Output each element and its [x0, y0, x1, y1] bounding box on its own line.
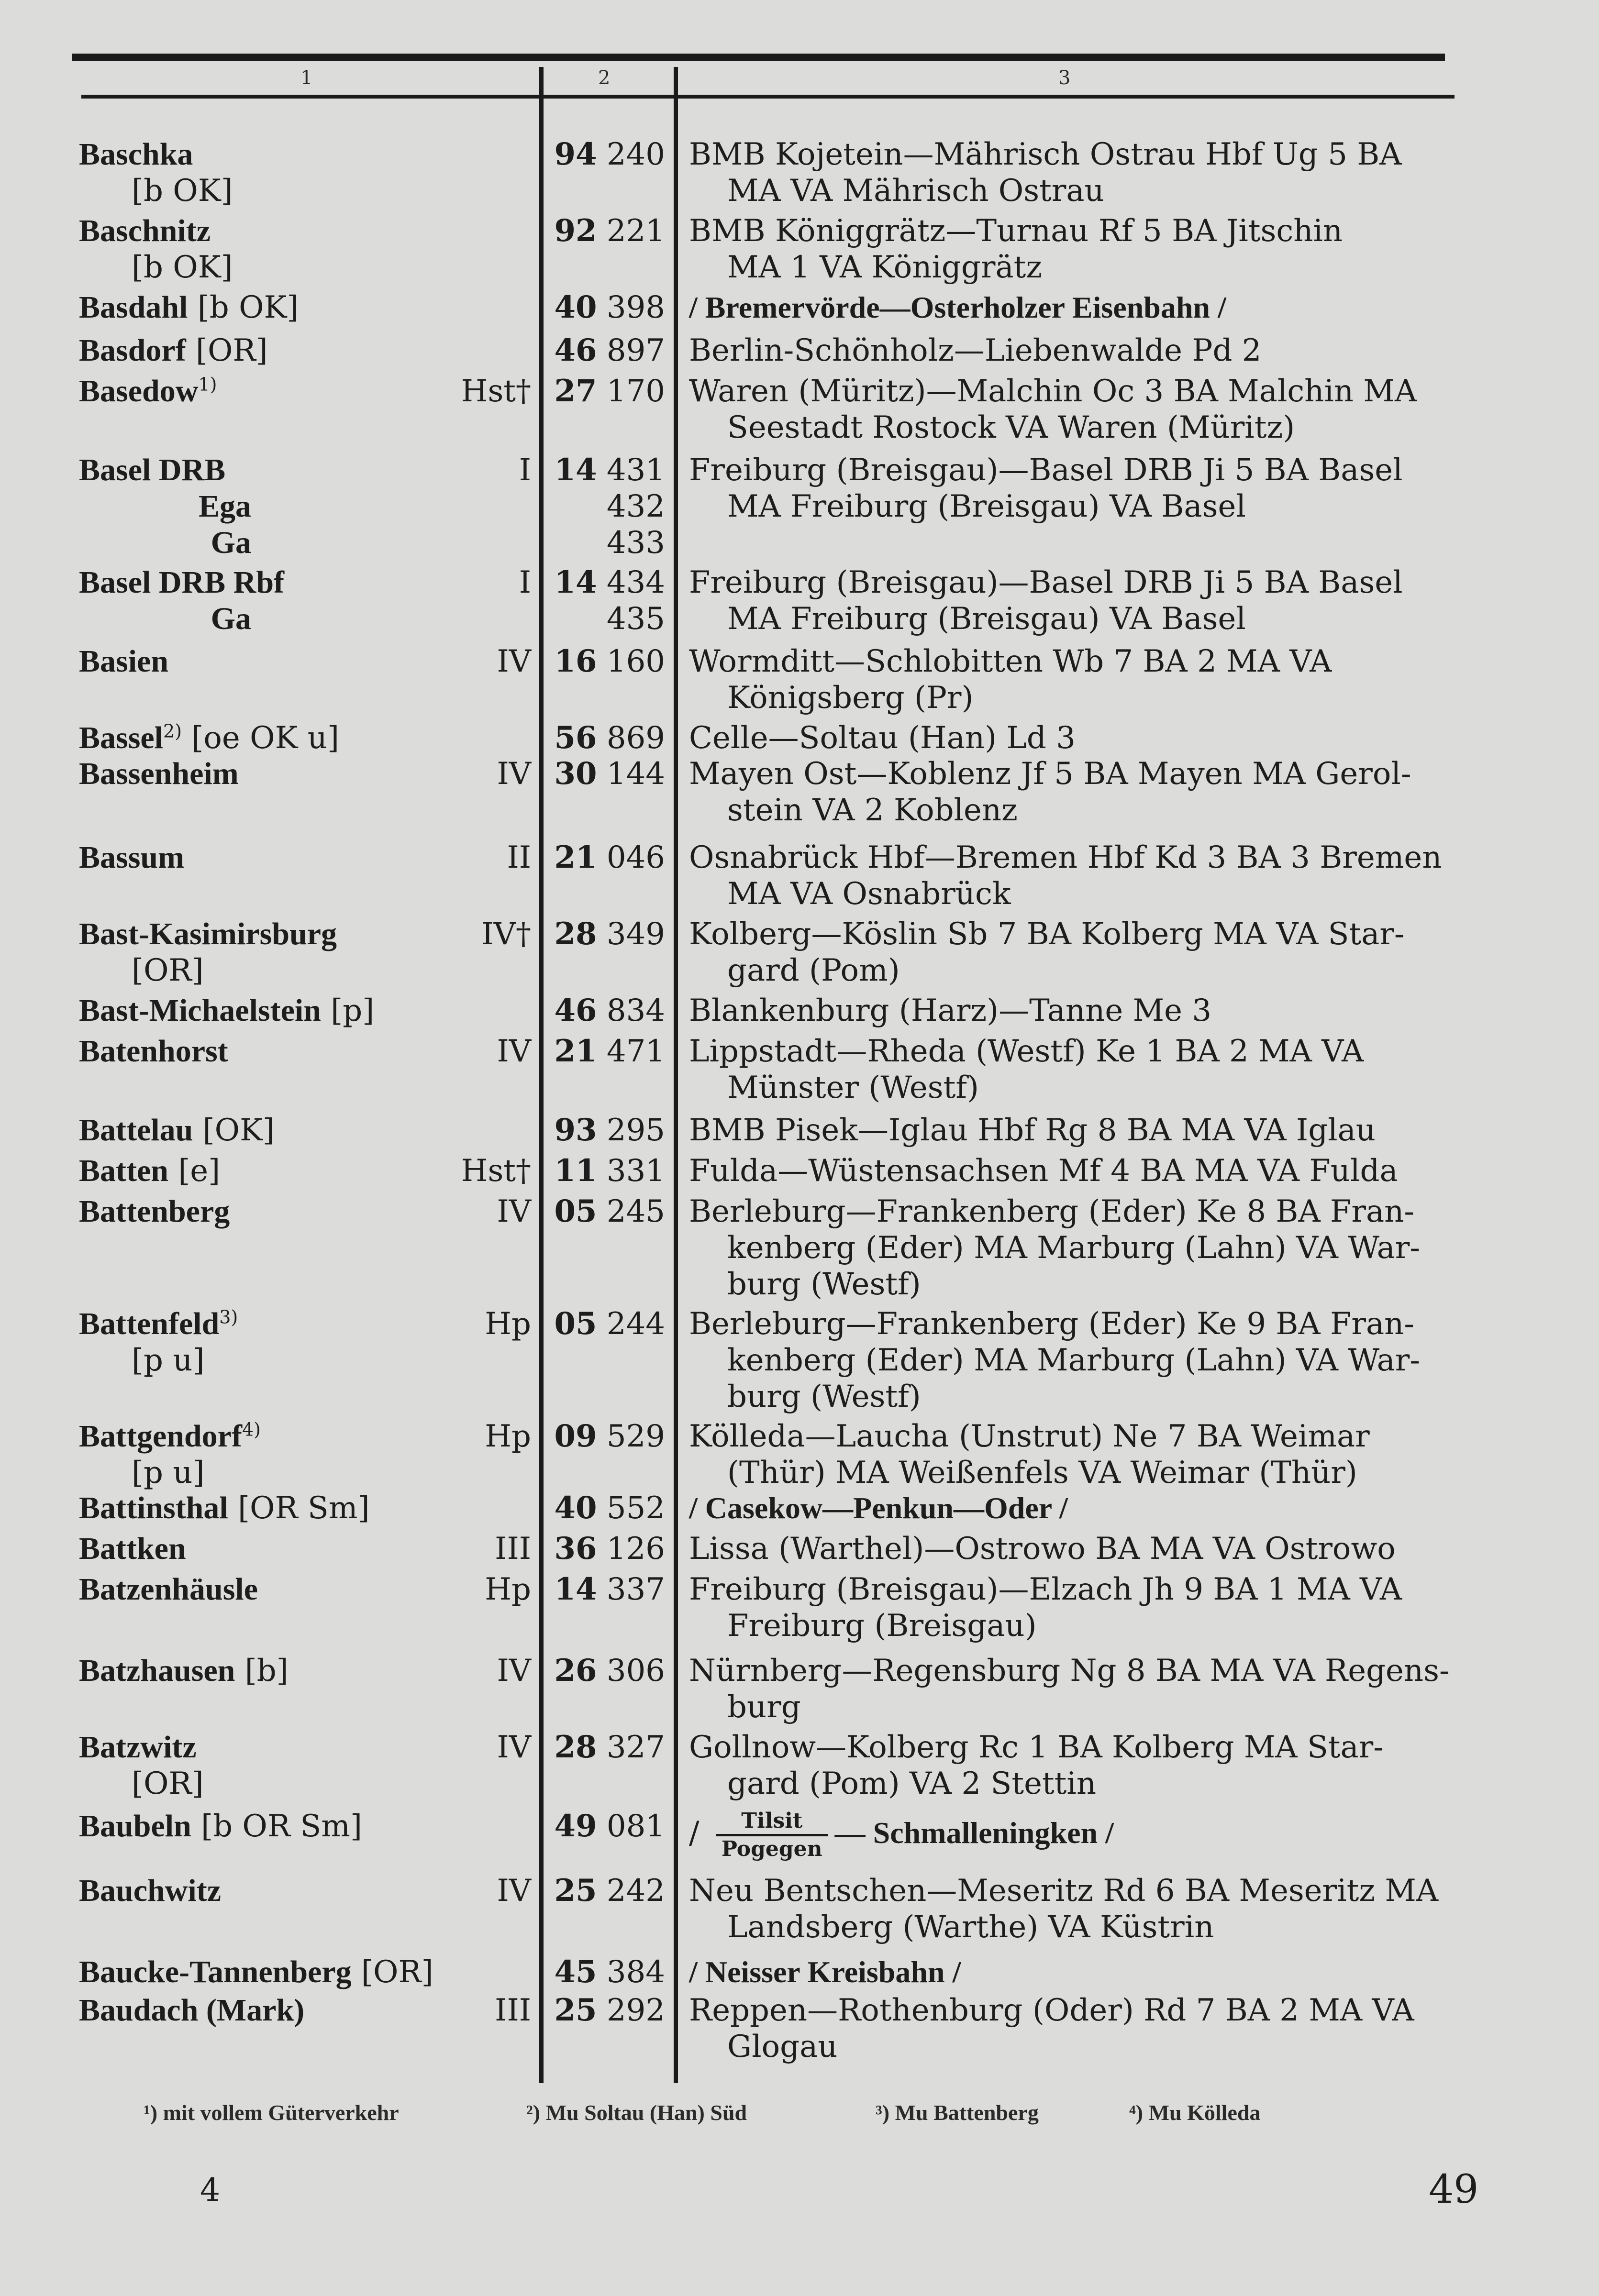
- station-subentry: Ega: [198, 489, 251, 524]
- route-text: Königsberg (Pr): [727, 680, 974, 716]
- station-cell: [79, 1033, 476, 1070]
- station-cell: [79, 1531, 476, 1567]
- footnote-2: ²) Mu Soltau (Han) Süd: [526, 2100, 747, 2125]
- station-cell: [79, 332, 476, 369]
- route-text: Nürnberg—Regensburg Ng 8 BA MA VA Regens-: [689, 1653, 1450, 1689]
- station-cell: [79, 756, 476, 792]
- station-name: Basdahl: [79, 290, 188, 325]
- station-number-extra: 433: [606, 525, 665, 561]
- station-name: Batzhausen: [79, 1653, 235, 1688]
- route-text: Fulda—Wüstensachsen Mf 4 BA MA VA Fulda: [689, 1153, 1398, 1189]
- route-text: Mayen Ost—Koblenz Jf 5 BA Mayen MA Gerol-: [689, 756, 1411, 792]
- signature-mark: 4: [200, 2172, 220, 2208]
- station-cell: [79, 1306, 476, 1379]
- station-number: 46 897: [554, 332, 665, 368]
- station-cell: [79, 1954, 476, 1990]
- route-cell: [689, 993, 1464, 1029]
- route-text: Kölleda—Laucha (Unstrut) Ne 7 BA Weimar: [689, 1419, 1370, 1454]
- route-text: Freiburg (Breisgau)—Basel DRB Ji 5 BA Basel: [689, 453, 1403, 488]
- route-text: Osnabrück Hbf—Bremen Hbf Kd 3 BA 3 Bremen: [689, 840, 1442, 875]
- station-number: 30 144: [554, 756, 665, 792]
- station-name: Battelau: [79, 1113, 193, 1148]
- route-text: / Neisser Kreisbahn /: [689, 1955, 961, 1989]
- station-number: 21 471: [554, 1033, 665, 1069]
- station-tag: [OR]: [132, 1766, 204, 1801]
- route-text: kenberg (Eder) MA Marburg (Lahn) VA War-: [727, 1343, 1420, 1378]
- station-tag: [OR]: [132, 953, 204, 988]
- route-cell: [689, 1306, 1464, 1415]
- station-name: Battinsthal: [79, 1490, 228, 1525]
- station-cell: [79, 1873, 476, 1909]
- station-class: I: [519, 565, 531, 600]
- station-name: Bauchwitz: [79, 1873, 221, 1908]
- station-number: 14 431 432 433: [550, 452, 665, 561]
- station-name: Baschka: [79, 137, 193, 172]
- station-name: Battken: [79, 1531, 186, 1566]
- station-tag: [p]: [331, 993, 375, 1028]
- route-text: kenberg (Eder) MA Marburg (Lahn) VA War-: [727, 1230, 1420, 1266]
- route-cell: [689, 289, 1464, 326]
- route-text: Freiburg (Breisgau)—Basel DRB Ji 5 BA Basel: [689, 565, 1403, 600]
- station-number: 40 552: [554, 1490, 665, 1526]
- station-name: Battgendorf: [79, 1419, 242, 1454]
- route-text: Lissa (Warthel)—Ostrowo BA MA VA Ostrowo: [689, 1531, 1396, 1567]
- route-text: Glogau: [727, 2029, 838, 2064]
- page-number: 49: [1429, 2167, 1479, 2212]
- route-cell: [689, 1418, 1464, 1491]
- station-class: IV: [497, 644, 531, 679]
- station-class: IV: [497, 1653, 531, 1689]
- station-tag: [oe OK u]: [191, 720, 339, 756]
- column-divider-2: [674, 67, 678, 2083]
- route-cell: [689, 1992, 1464, 2065]
- station-tag: [OK]: [202, 1113, 275, 1148]
- station-number: 25 242: [554, 1873, 665, 1909]
- station-name: Basel DRB Rbf: [79, 565, 285, 600]
- route-cell: [689, 643, 1464, 716]
- route-cell: [689, 373, 1464, 446]
- route-text: burg (Westf): [727, 1379, 921, 1414]
- route-text: MA VA Mährisch Ostrau: [727, 173, 1104, 209]
- station-cell: [79, 643, 476, 680]
- route-text: Gollnow—Kolberg Rc 1 BA Kolberg MA Star-: [689, 1730, 1384, 1765]
- station-name: Bassum: [79, 840, 185, 875]
- station-name: Batzenhäusle: [79, 1572, 258, 1607]
- station-name: Basien: [79, 644, 169, 679]
- route-text: / Bremervörde—Osterholzer Eisenbahn /: [689, 290, 1226, 324]
- station-tag: [OR]: [196, 333, 268, 368]
- station-cell: [79, 1418, 476, 1491]
- station-number: 45 384: [554, 1954, 665, 1990]
- station-class: IV: [497, 756, 531, 792]
- route-text: Berlin-Schönholz—Liebenwalde Pd 2: [689, 333, 1262, 368]
- footnote-ref: 4): [242, 1419, 261, 1440]
- column-header-1: 1: [300, 67, 313, 89]
- station-number: 36 126: [554, 1531, 665, 1567]
- column-header-3: 3: [1058, 67, 1071, 89]
- station-name: Baudach (Mark): [79, 1993, 305, 2028]
- route-text: stein VA 2 Koblenz: [727, 793, 1018, 828]
- station-tag: [e]: [178, 1153, 221, 1189]
- station-number: 40 398: [554, 289, 665, 325]
- footnote-4: ⁴) Mu Kölleda: [1129, 2100, 1261, 2125]
- station-cell: [79, 1490, 476, 1526]
- route-text: Landsberg (Warthe) VA Küstrin: [727, 1910, 1214, 1945]
- station-name: Baubeln: [79, 1809, 191, 1843]
- route-cell: [689, 1153, 1464, 1189]
- route-text: BMB Kojetein—Mährisch Ostrau Hbf Ug 5 BA: [689, 137, 1402, 172]
- route-text: Reppen—Rothenburg (Oder) Rd 7 BA 2 MA VA: [689, 1993, 1414, 2028]
- route-cell: [689, 1571, 1464, 1644]
- route-text: MA Freiburg (Breisgau) VA Basel: [727, 489, 1246, 524]
- route-cell: [689, 916, 1464, 989]
- station-class: III: [495, 1993, 531, 2028]
- route-cell: [689, 1729, 1464, 1802]
- station-cell: [79, 1808, 476, 1844]
- station-name: Baucke-Tannenberg: [79, 1954, 352, 1989]
- station-number: 94 240: [554, 136, 665, 172]
- station-tag: [b OK]: [197, 290, 299, 325]
- station-number: 05 244: [554, 1306, 665, 1342]
- route-cell: [689, 1033, 1464, 1106]
- column-divider-1: [539, 67, 544, 2083]
- station-cell: [79, 452, 476, 561]
- station-tag: [p u]: [132, 1343, 205, 1378]
- route-fraction: $\frac{\text{Tilsit}}{\text{Pogegen}}$: [716, 1808, 828, 1862]
- route-text: BMB Pisek—Iglau Hbf Rg 8 BA MA VA Iglau: [689, 1113, 1376, 1148]
- station-cell: [79, 289, 476, 326]
- footnote-ref: 1): [198, 374, 217, 395]
- station-number: 56 869: [554, 720, 665, 756]
- station-number: 49 081: [554, 1808, 665, 1844]
- route-text: burg (Westf): [727, 1267, 921, 1302]
- footnote-ref: 2): [163, 720, 182, 742]
- route-cell: [689, 839, 1464, 912]
- station-tag: [b OR Sm]: [201, 1809, 362, 1844]
- footnote-ref: 3): [219, 1306, 238, 1328]
- route-cell: [689, 1653, 1464, 1725]
- route-text: gard (Pom) VA 2 Stettin: [727, 1766, 1097, 1801]
- route-cell: / $\frac{\text{Tilsit}}{\text{Pogegen}}$ — Schmalleningken /: [689, 1809, 1114, 1861]
- station-name: Battenberg: [79, 1194, 230, 1229]
- station-number: 26 306: [554, 1653, 665, 1689]
- route-text: MA VA Osnabrück: [727, 876, 1011, 912]
- station-number: 16 160: [554, 643, 665, 679]
- station-subentry: Ga: [211, 601, 251, 636]
- route-text: Freiburg (Breisgau)—Elzach Jh 9 BA 1 MA VA: [689, 1572, 1402, 1607]
- station-number: 28 327: [554, 1729, 665, 1765]
- station-cell: [79, 1193, 476, 1230]
- station-class: IV†: [481, 916, 531, 952]
- station-name: Batten: [79, 1153, 168, 1188]
- route-cell: [689, 756, 1464, 828]
- station-class: Hst†: [461, 374, 531, 409]
- route-text: MA Freiburg (Breisgau) VA Basel: [727, 601, 1246, 637]
- station-class: Hst†: [461, 1153, 531, 1189]
- station-tag: [b]: [244, 1653, 289, 1689]
- station-tag: [p u]: [132, 1455, 205, 1490]
- station-cell: [79, 1729, 476, 1802]
- station-tag: [OR Sm]: [238, 1490, 370, 1526]
- station-cell: [79, 1653, 476, 1689]
- station-name: Basel DRB: [79, 453, 226, 487]
- header-rule: [81, 95, 1455, 99]
- route-text: MA 1 VA Königgrätz: [727, 250, 1043, 285]
- route-text: burg: [727, 1689, 801, 1725]
- route-text: Waren (Müritz)—Malchin Oc 3 BA Malchin MA: [689, 374, 1417, 409]
- station-name: Batzwitz: [79, 1730, 197, 1765]
- route-text: Münster (Westf): [727, 1070, 979, 1105]
- station-name: Baschnitz: [79, 213, 211, 248]
- station-number: 21 046: [554, 839, 665, 875]
- route-text: Seestadt Rostock VA Waren (Müritz): [727, 410, 1295, 445]
- station-number: 46 834: [554, 993, 665, 1028]
- station-cell: [79, 1571, 476, 1608]
- route-text: Lippstadt—Rheda (Westf) Ke 1 BA 2 MA VA: [689, 1034, 1364, 1069]
- station-cell: [79, 1112, 476, 1148]
- station-class: IV: [497, 1194, 531, 1229]
- route-cell: [689, 1531, 1464, 1567]
- station-cell: [79, 720, 476, 756]
- footnote-1: ¹) mit vollem Güterverkehr: [144, 2100, 399, 2125]
- route-text: Freiburg (Breisgau): [727, 1608, 1037, 1644]
- station-class: II: [507, 840, 531, 875]
- station-name: Bast-Kasimirsburg: [79, 916, 337, 951]
- route-text: Blankenburg (Harz)—Tanne Me 3: [689, 993, 1212, 1028]
- station-class: Hp: [485, 1306, 531, 1342]
- station-number: 05 245: [554, 1193, 665, 1229]
- station-class: III: [495, 1531, 531, 1567]
- route-text: / Casekow—Penkun—Oder /: [689, 1491, 1068, 1525]
- station-number-extra: 432: [606, 489, 665, 524]
- route-cell: [689, 564, 1464, 637]
- station-class: IV: [497, 1730, 531, 1765]
- station-name: Battenfeld: [79, 1306, 220, 1341]
- station-number: 14 434 435: [550, 564, 665, 637]
- station-cell: [79, 839, 476, 876]
- route-cell: [689, 136, 1464, 209]
- route-text: (Thür) MA Weißenfels VA Weimar (Thür): [727, 1455, 1357, 1490]
- route-cell: [689, 452, 1464, 525]
- station-number: 11 331: [554, 1153, 665, 1189]
- station-name: Bassenheim: [79, 756, 239, 791]
- station-name: Bassel: [79, 720, 164, 755]
- route-text: Neu Bentschen—Meseritz Rd 6 BA Meseritz MA: [689, 1873, 1439, 1909]
- top-rule: [72, 54, 1445, 61]
- station-cell: [79, 373, 476, 409]
- route-text: Kolberg—Köslin Sb 7 BA Kolberg MA VA Star-: [689, 916, 1405, 952]
- station-class: Hp: [485, 1419, 531, 1454]
- station-number: 93 295: [554, 1112, 665, 1148]
- route-cell: [689, 1112, 1464, 1148]
- station-number: 09 529: [554, 1418, 665, 1454]
- route-text: gard (Pom): [727, 953, 900, 988]
- station-cell: [79, 213, 476, 286]
- station-name: Bast-Michaelstein: [79, 993, 321, 1028]
- station-cell: [79, 564, 476, 637]
- station-number: 92 221: [554, 213, 665, 249]
- station-cell: [79, 1153, 476, 1189]
- station-cell: [79, 136, 476, 209]
- route-text: Berleburg—Frankenberg (Eder) Ke 9 BA Fran-: [689, 1306, 1414, 1342]
- station-number-extra: 435: [606, 601, 665, 637]
- route-text: Wormditt—Schlobitten Wb 7 BA 2 MA VA: [689, 644, 1332, 679]
- station-number: 25 292: [554, 1992, 665, 2028]
- route-cell: [689, 720, 1464, 756]
- route-cell: [689, 213, 1464, 286]
- station-name: Batenhorst: [79, 1034, 228, 1069]
- route-cell: [689, 1873, 1464, 1945]
- route-text: BMB Königgrätz—Turnau Rf 5 BA Jitschin: [689, 213, 1343, 249]
- route-cell: [689, 1954, 1464, 1990]
- station-tag: [b OK]: [132, 173, 233, 209]
- station-cell: [79, 993, 476, 1029]
- route-cell: [689, 1193, 1464, 1303]
- route-text: Celle—Soltau (Han) Ld 3: [689, 720, 1076, 756]
- column-header-2: 2: [598, 67, 611, 89]
- station-class: I: [519, 453, 531, 488]
- route-cell: [689, 1490, 1464, 1526]
- route-cell: [689, 332, 1464, 369]
- station-number: 27 170: [554, 373, 665, 409]
- station-class: IV: [497, 1873, 531, 1909]
- station-name: Basdorf: [79, 333, 186, 368]
- station-number: 14 337: [554, 1571, 665, 1607]
- station-class: IV: [497, 1034, 531, 1069]
- station-tag: [OR]: [361, 1954, 433, 1990]
- footnote-3: ³) Mu Battenberg: [876, 2100, 1039, 2125]
- station-tag: [b OK]: [132, 250, 233, 285]
- station-number: 28 349: [554, 916, 665, 952]
- station-name: Basedow: [79, 374, 199, 408]
- route-text: Berleburg—Frankenberg (Eder) Ke 8 BA Fran-: [689, 1194, 1414, 1229]
- station-cell: [79, 1992, 476, 2029]
- station-subentry: Ga: [211, 525, 251, 560]
- station-class: Hp: [485, 1572, 531, 1607]
- station-cell: [79, 916, 476, 989]
